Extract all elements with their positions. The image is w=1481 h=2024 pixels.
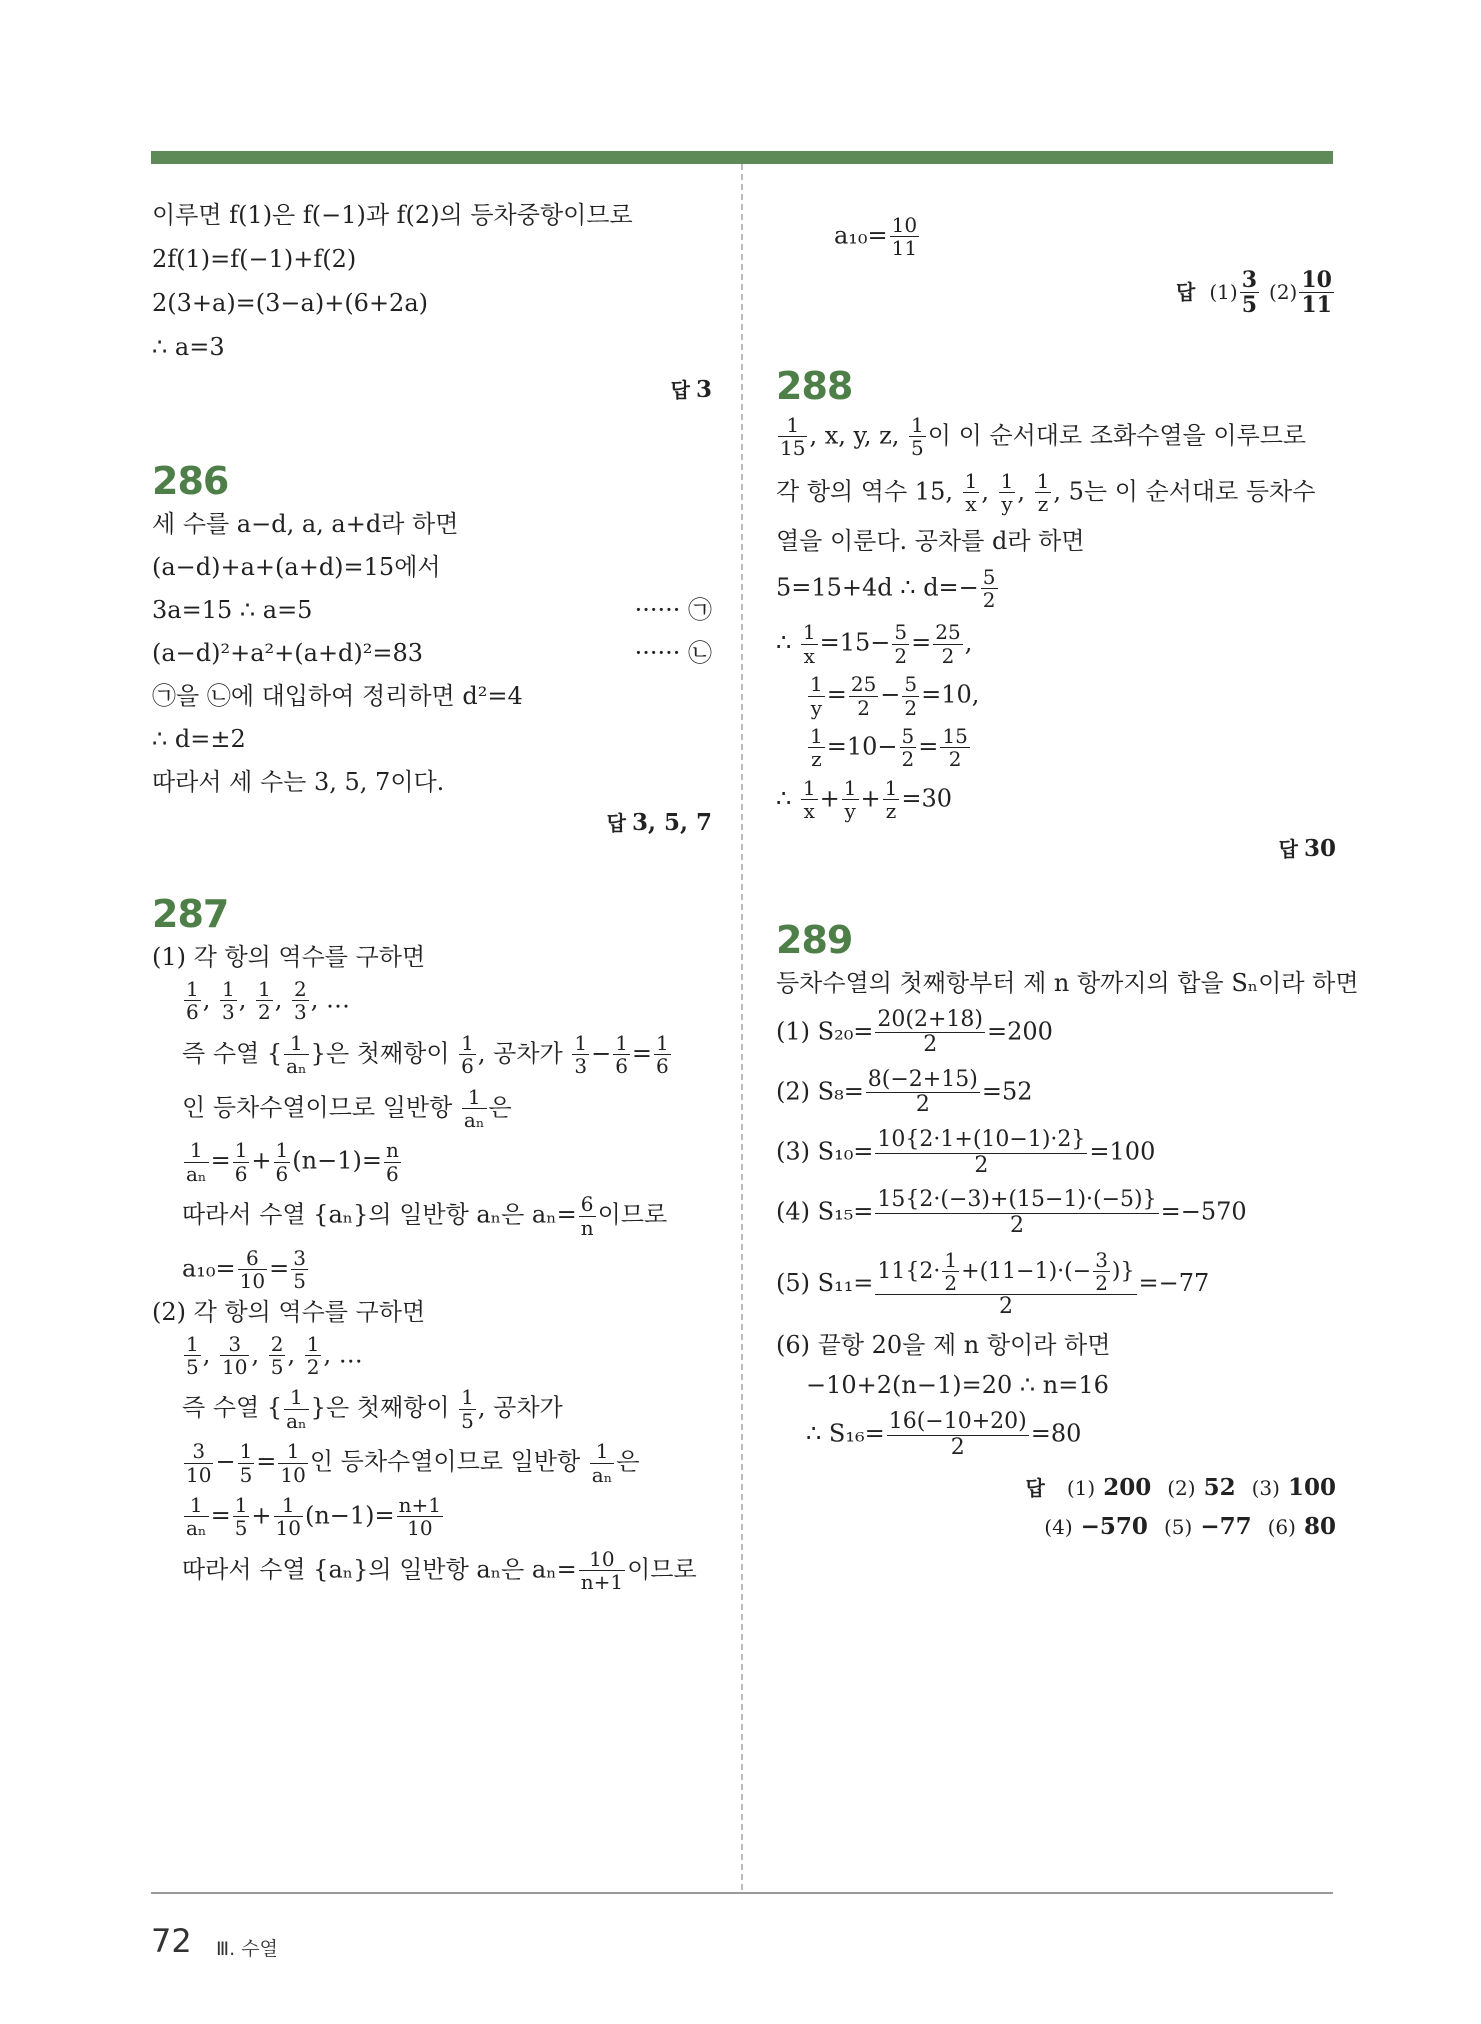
p287-part1-general: $\frac{1}{\text{aₙ}}$ = $\frac{1}{6}$ + $\frac{1}{6}$ (n−1)= $\frac{n}{6}$ (186, 1138, 399, 1186)
p287-part1-line-a: 즉 수열 { $\frac{1}{\text{aₙ}}$ }은 첫째항이 $\frac{1}{6}$ , 공차가 $\frac{1}{3}$ − $\frac{1}{6}$ = $\frac{1}{6}$ (182, 1030, 669, 1079)
section-label: Ⅲ. 수열 (216, 1938, 278, 1960)
p287-part2-general: $\frac{1}{\text{aₙ}}$ = $\frac{1}{5}$ + $\frac{1}{10}$ (n−1)= $\frac{n+1}{10}$ (186, 1493, 442, 1541)
p288-z-line: $\frac{1}{z}$ =10− $\frac{5}{2}$ = $\frac{15}{2}$ (810, 723, 968, 772)
problem-286-number: 286 (152, 459, 229, 503)
lead-answer: 답 3 (670, 376, 712, 403)
p288-line-2: 각 항의 역수 15, $\frac{1}{x}$ , $\frac{1}{y}$ , $\frac{1}{z}$ , 5는 이 순서대로 등차수 (776, 468, 1316, 517)
problem-288-number: 288 (776, 364, 853, 409)
p289-answer-row-1: 답 (1) 200 (2) 52 (3) 100 (1025, 1474, 1336, 1502)
p289-s5: (5) S₁₁= 11{2· $\frac{1}{2}$ +(11−1)·(− $\frac{3}{2}$ )} 2 =−77 (776, 1247, 1210, 1320)
column-divider (741, 164, 743, 1890)
p287-part1-title: (1) 각 항의 역수를 구하면 (152, 943, 426, 971)
p288-line-3: 열을 이룬다. 공차를 d라 하면 (776, 526, 1085, 555)
p286-line-1: 세 수를 a−d, a, a+d라 하면 (152, 510, 459, 538)
page-number: 72 (151, 1922, 192, 1960)
p286-line-6: ∴ d=±2 (152, 725, 246, 753)
lead-line-2: 2f(1)=f(−1)+f(2) (152, 245, 357, 273)
p287-part2-line-a: 즉 수열 { $\frac{1}{\text{aₙ}}$ }은 첫째항이 $\frac{1}{5}$ , 공차가 (182, 1385, 563, 1433)
p286-line-4: (a−d)²+a²+(a+d)²=83 ······ ㉡ (152, 639, 712, 667)
p286-answer: 답 3, 5, 7 (606, 809, 712, 836)
p286-line-3: 3a=15 ∴ a=5 ······ ㉠ (152, 596, 712, 624)
p289-intro: 등차수열의 첫째항부터 제 n 항까지의 합을 Sₙ이라 하면 (776, 968, 1359, 997)
p287-part1-sequence: $\frac{1}{6}$ , $\frac{1}{3}$ , $\frac{1}{2}$ , $\frac{2}{3}$ , … (186, 977, 350, 1025)
p287-part1-a10: a₁₀= $\frac{6}{10}$ = $\frac{3}{5}$ (182, 1245, 306, 1294)
p288-line-1: $\frac{1}{15}$ , x, y, z, $\frac{1}{5}$ 이 이 순서대로 조화수열을 이루므로 (780, 413, 1307, 461)
p286-line-2: (a−d)+a+(a+d)=15에서 (152, 553, 441, 581)
p289-s3: (3) S₁₀= $\frac{10\{2\cdot 1+(10-1)\cdot 2\}}{2}$ =100 (776, 1127, 1156, 1178)
p286-line-7: 따라서 세 수는 3, 5, 7이다. (152, 768, 445, 796)
p287-part1-an: 따라서 수열 {aₙ}의 일반항 aₙ은 aₙ= $\frac{6}{n}$ 이므로 (182, 1192, 668, 1240)
p288-answer: 답 30 (1278, 834, 1336, 862)
p287-part2-a10: a₁₀= $\frac{10}{11}$ (834, 213, 918, 261)
problem-287-number: 287 (152, 892, 229, 936)
problem-289-number: 289 (776, 917, 853, 962)
lead-line-4: ∴ a=3 (152, 333, 225, 361)
p289-answer-row-2: (4) −570 (5) −77 (6) 80 (1044, 1513, 1336, 1541)
p288-x-line: ∴ $\frac{1}{x}$ =15− $\frac{5}{2}$ = $\frac{25}{2}$ , (776, 620, 973, 668)
p288-sum-line: ∴ $\frac{1}{x}$ + $\frac{1}{y}$ + $\frac{1}{z}$ =30 (776, 775, 952, 824)
p286-line-5: ㉠을 ㉡에 대입하여 정리하면 d²=4 (152, 682, 523, 710)
p288-line-4: 5=15+4d ∴ d=− $\frac{5}{2}$ (776, 564, 996, 612)
p287-part2-title: (2) 각 항의 역수를 구하면 (152, 1297, 426, 1326)
lead-line-1: 이루면 f(1)은 f(−1)과 f(2)의 등차중항이므로 (152, 201, 633, 229)
p287-part2-sequence: $\frac{1}{5}$ , $\frac{3}{10}$ , $\frac{2}{5}$ , $\frac{1}{2}$ , … (186, 1331, 363, 1380)
footer-rule (151, 1892, 1333, 1894)
top-color-bar (151, 151, 1333, 164)
lead-line-3: 2(3+a)=(3−a)+(6+2a) (152, 289, 428, 317)
left-column (152, 200, 712, 1594)
p289-s2: (2) S₈= $\frac{8(-2+15)}{2}$ =52 (776, 1066, 1033, 1118)
p287-part2-line-b: $\frac{3}{10}$ − $\frac{1}{5}$ = $\frac{1}{10}$ 인 등차수열이므로 일반항 $\frac{1}{\text{aₙ}}$ 은 (186, 1439, 640, 1487)
p289-s6-sum: ∴ S₁₆= $\frac{16(-10+20)}{2}$ =80 (806, 1408, 1082, 1460)
p289-s1: (1) S₂₀= $\frac{20(2+18)}{2}$ =200 (776, 1006, 1053, 1058)
p288-y-line: $\frac{1}{y}$ = $\frac{25}{2}$ − $\frac{5}{2}$ =10, (810, 672, 980, 720)
p289-s6-eq: −10+2(n−1)=20 ∴ n=16 (806, 1370, 1109, 1399)
p289-s4: (4) S₁₅= $\frac{15\{2\cdot(-3)+(15-1)\cdot(-5)\}}{2}$ =−570 (776, 1187, 1247, 1238)
right-column (776, 200, 1359, 1541)
p287-part1-line-b: 인 등차수열이므로 일반항 $\frac{1}{\text{aₙ}}$ 은 (182, 1084, 512, 1132)
p287-answer: 답 (1) $\frac{3}{5}$ (2) $\frac{10}{11}$ (1176, 266, 1332, 319)
p289-s6-title: (6) 끝항 20을 제 n 항이라 하면 (776, 1330, 1111, 1359)
p287-part2-an: 따라서 수열 {aₙ}의 일반항 aₙ은 aₙ= $\frac{10}{n+1}$ 이므로 (182, 1546, 697, 1595)
